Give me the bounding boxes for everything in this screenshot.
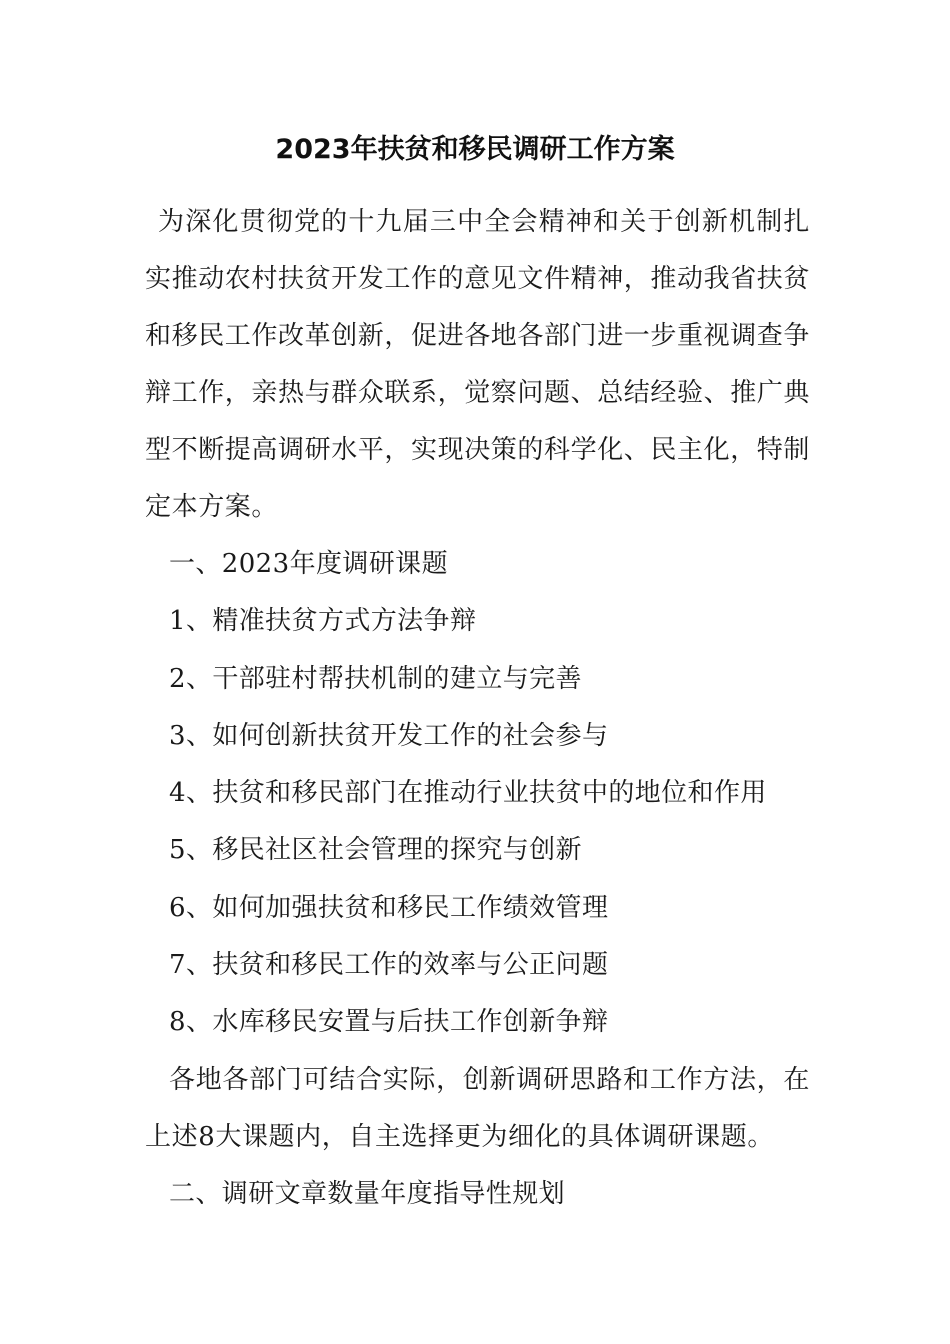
- closing-paragraph: 各地各部门可结合实际，创新调研思路和工作方法，在上述8大课题内，自主选择更为细化的具体调研课题。: [145, 1064, 810, 1152]
- topic-item: 3、如何创新扶贫开发工作的社会参与: [169, 720, 609, 751]
- topic-item: 4、扶贫和移民部门在推动行业扶贫中的地位和作用: [169, 778, 767, 809]
- topic-item: 1、精准扶贫方式方法争辩: [169, 606, 477, 637]
- topic-item: 8、水库移民安置与后扶工作创新争辩: [169, 1007, 609, 1038]
- section-heading-planning: 二、调研文章数量年度指导性规划: [169, 1179, 566, 1210]
- document-title: 2023年扶贫和移民调研工作方案: [275, 134, 675, 165]
- intro-paragraph: 为深化贯彻党的十九届三中全会精神和关于创新机制扎实推动农村扶贫开发工作的意见文件精神，推动我省扶贫和移民工作改革创新，促进各地各部门进一步重视调查争辩工作，亲热与群众联系，觉察问题、总结经验、推广典型不断提高调研水平，实现决策的科学化、民主化，特制定本方案。: [145, 207, 811, 522]
- document-body: [145, 536, 810, 1224]
- topic-item: 7、扶贫和移民工作的效率与公正问题: [169, 950, 609, 981]
- topic-item: 2、干部驻村帮扶机制的建立与完善: [169, 663, 582, 694]
- topic-item: 5、移民社区社会管理的探究与创新: [169, 835, 582, 866]
- section-heading-topics: 一、2023年度调研课题: [169, 549, 448, 579]
- topic-item: 6、如何加强扶贫和移民工作绩效管理: [169, 892, 609, 923]
